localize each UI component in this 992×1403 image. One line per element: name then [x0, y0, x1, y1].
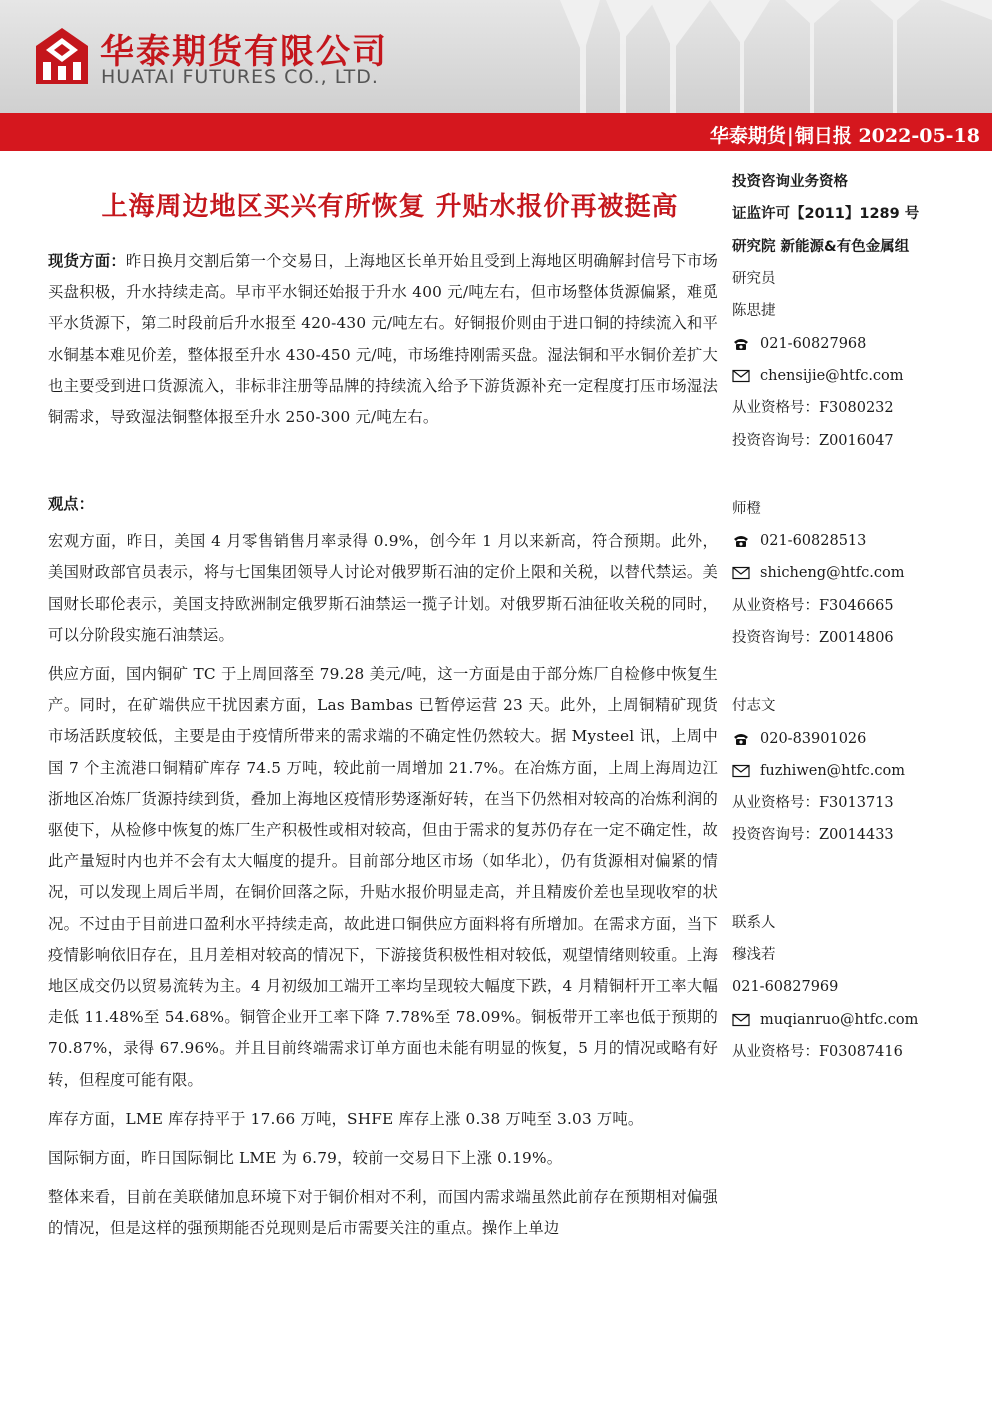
international-copper-paragraph: 国际铜方面，昨日国际铜比 LME 为 6.79，较前一交易日下上涨 0.19%。	[48, 1149, 563, 1168]
viewpoint-heading: 观点：	[48, 495, 94, 514]
researcher-email[interactable]: chensijie@htfc.com	[760, 367, 904, 384]
huatai-logo-icon	[34, 26, 90, 86]
report-separator: |	[786, 125, 794, 147]
company-name-en: HUATAI FUTURES CO., LTD.	[101, 66, 379, 88]
supply-paragraph: 供应方面，国内铜矿 TC 于上周回落至 79.28 美元/吨，这一方面是由于部分炼厂自检修中恢复生产。同时，在矿端供应干扰因素方面，Las Bambas 已暂停运营 23 天。此外，上周铜精矿现货市场活跃度较低，主要是由于疫情所带来的需求端的不确定性仍然较大。据 Mysteel 讯，上周中国 7 个主流港口铜精矿库存 74.5 万吨，较此前一周增加 21.7%。在冶炼方面，上周上海周边江浙地区冶炼厂货源持续到货，叠加上海地区疫情形势逐渐好转，在当下仍然相对较高的冶炼利润的驱使下，从检修中恢复的炼厂生产积极性或相对较高，但由于需求的复苏仍存在一定不确定性，故此产量短时内也并不会有太大幅度的提升。目前部分地区市场（如华北），仍有货源相对偏紧的情况，可以发现上周后半周，在铜价回落之际，升贴水报价明显走高，并且精废价差也呈现收窄的状况。不过由于目前进口盈利水平持续走高，故此进口铜供应方面料将有所增加。在需求方面，当下疫情影响依旧存在，且月差相对较高的情况下，下游接货积极性相对较低，观望情绪则较重。上海地区成交仍以贸易流转为主。4 月初级加工端开工率均呈现较大幅度下跌，4 月精铜杆开工率大幅走低 11.48%至 54.68%。铜管企业开工率下降 7.78%至 78.09%。铜板带开工率也低于预期的 70.87%，录得 67.96%。并且目前终端需求订单方面也未能有明显的恢复，5 月的情况或略有好转，但程度可能有限。	[48, 665, 718, 1089]
report-name: 铜日报	[794, 125, 852, 147]
researcher-email-row	[732, 360, 982, 392]
macro-paragraph: 宏观方面，昨日，美国 4 月零售销售月率录得 0.9%，创今年 1 月以来新高，符合预期。此外，美国财政部官员表示，将与七国集团领导人讨论对俄罗斯石油的定价上限和关税，以替代禁运。美国财长耶伦表示，美国支持欧洲制定俄罗斯石油禁运一揽子计划。对俄罗斯石油征收关税的同时，可以分阶段实施石油禁运。	[48, 532, 718, 644]
report-header	[0, 0, 992, 113]
spot-label: 现货方面：	[48, 252, 126, 270]
researcher-consult: 投资咨询号：Z0014433	[732, 827, 894, 844]
inventory-paragraph: 库存方面，LME 库存持平于 17.66 万吨，SHFE 库存上涨 0.38 万吨至 3.03 万吨。	[48, 1109, 644, 1128]
contact-phone: 021-60827969	[732, 979, 839, 996]
overall-paragraph: 整体来看，目前在美联储加息环境下对于铜价相对不利，而国内需求端虽然此前存在预期相对偏强的情况，但是这样的强预期能否兑现则是后市需要关注的重点。操作上单边	[48, 1188, 718, 1238]
phone-icon	[732, 534, 750, 548]
researcher-phone: 020-83901026	[760, 730, 867, 747]
report-title: 上海周边地区买兴有所恢复 升贴水报价再被挺高	[101, 192, 679, 222]
researcher-email-row	[732, 557, 982, 589]
researcher-cert: 从业资格号：F3080232	[732, 400, 894, 417]
researcher-email-row	[732, 755, 982, 787]
institute-name: 研究院 新能源&有色金属组	[732, 238, 910, 255]
contact-cert: 从业资格号：F03087416	[732, 1043, 903, 1060]
researcher-phone-row	[732, 327, 982, 359]
contact-label: 联系人	[732, 914, 776, 931]
researcher-phone-row	[732, 525, 982, 557]
qualification-title: 投资咨询业务资格	[732, 174, 848, 191]
phone-icon	[732, 337, 750, 351]
spot-paragraph	[48, 246, 718, 433]
email-icon	[732, 1013, 750, 1027]
researcher-name: 师橙	[732, 500, 761, 517]
license-number: 证监许可【2011】1289 号	[732, 206, 920, 223]
researcher-consult: 投资咨询号：Z0014806	[732, 630, 894, 646]
researcher-consult: 投资咨询号：Z0016047	[732, 432, 894, 449]
report-identifier	[710, 121, 980, 148]
sidebar	[732, 166, 982, 1068]
email-icon	[732, 369, 750, 383]
researcher-phone: 021-60828513	[760, 533, 867, 550]
researcher-phone-row	[732, 722, 982, 754]
researcher-name: 陈思捷	[732, 303, 776, 320]
researcher-name: 付志文	[732, 698, 776, 715]
phone-icon	[732, 732, 750, 746]
report-info-bar	[0, 113, 992, 151]
header-decoration-graphic	[560, 0, 992, 113]
company-name-cn: 华泰期货有限公司	[100, 32, 388, 72]
researcher-cert: 从业资格号：F3013713	[732, 795, 894, 812]
email-icon	[732, 566, 750, 580]
role-label: 研究员	[732, 271, 776, 288]
researcher-phone: 021-60827968	[760, 335, 867, 352]
researcher-cert: 从业资格号：F3046665	[732, 597, 894, 614]
researcher-email[interactable]: shicheng@htfc.com	[760, 565, 905, 582]
report-brand: 华泰期货	[709, 125, 786, 147]
contact-email[interactable]: muqianruo@htfc.com	[760, 1011, 919, 1028]
spot-text: 昨日换月交割后第一个交易日，上海地区长单开始且受到上海地区明确解封信号下市场买盘积极，升水持续走高。早市平水铜还始报于升水 400 元/吨左右，但市场整体货源偏紧，难觅平水货源下，第二时段前后升水报至 420-430 元/吨左右。好铜报价则由于进口铜的持续流入和平水铜基本难见价差，整体报至升水 430-450 元/吨，市场维持刚需买盘。湿法铜和平水铜价差扩大也主要受到进口货源流入，非标非注册等品牌的持续流入给予下游货源补充一定程度打压市场湿法铜需求，导致湿法铜整体报至升水 250-300 元/吨左右。	[48, 252, 718, 427]
report-date: 2022-05-18	[858, 125, 980, 147]
report-body	[48, 246, 718, 1245]
contact-name: 穆浅若	[732, 947, 776, 964]
researcher-email[interactable]: fuzhiwen@htfc.com	[760, 762, 906, 779]
contact-email-row	[732, 1004, 982, 1036]
email-icon	[732, 764, 750, 778]
